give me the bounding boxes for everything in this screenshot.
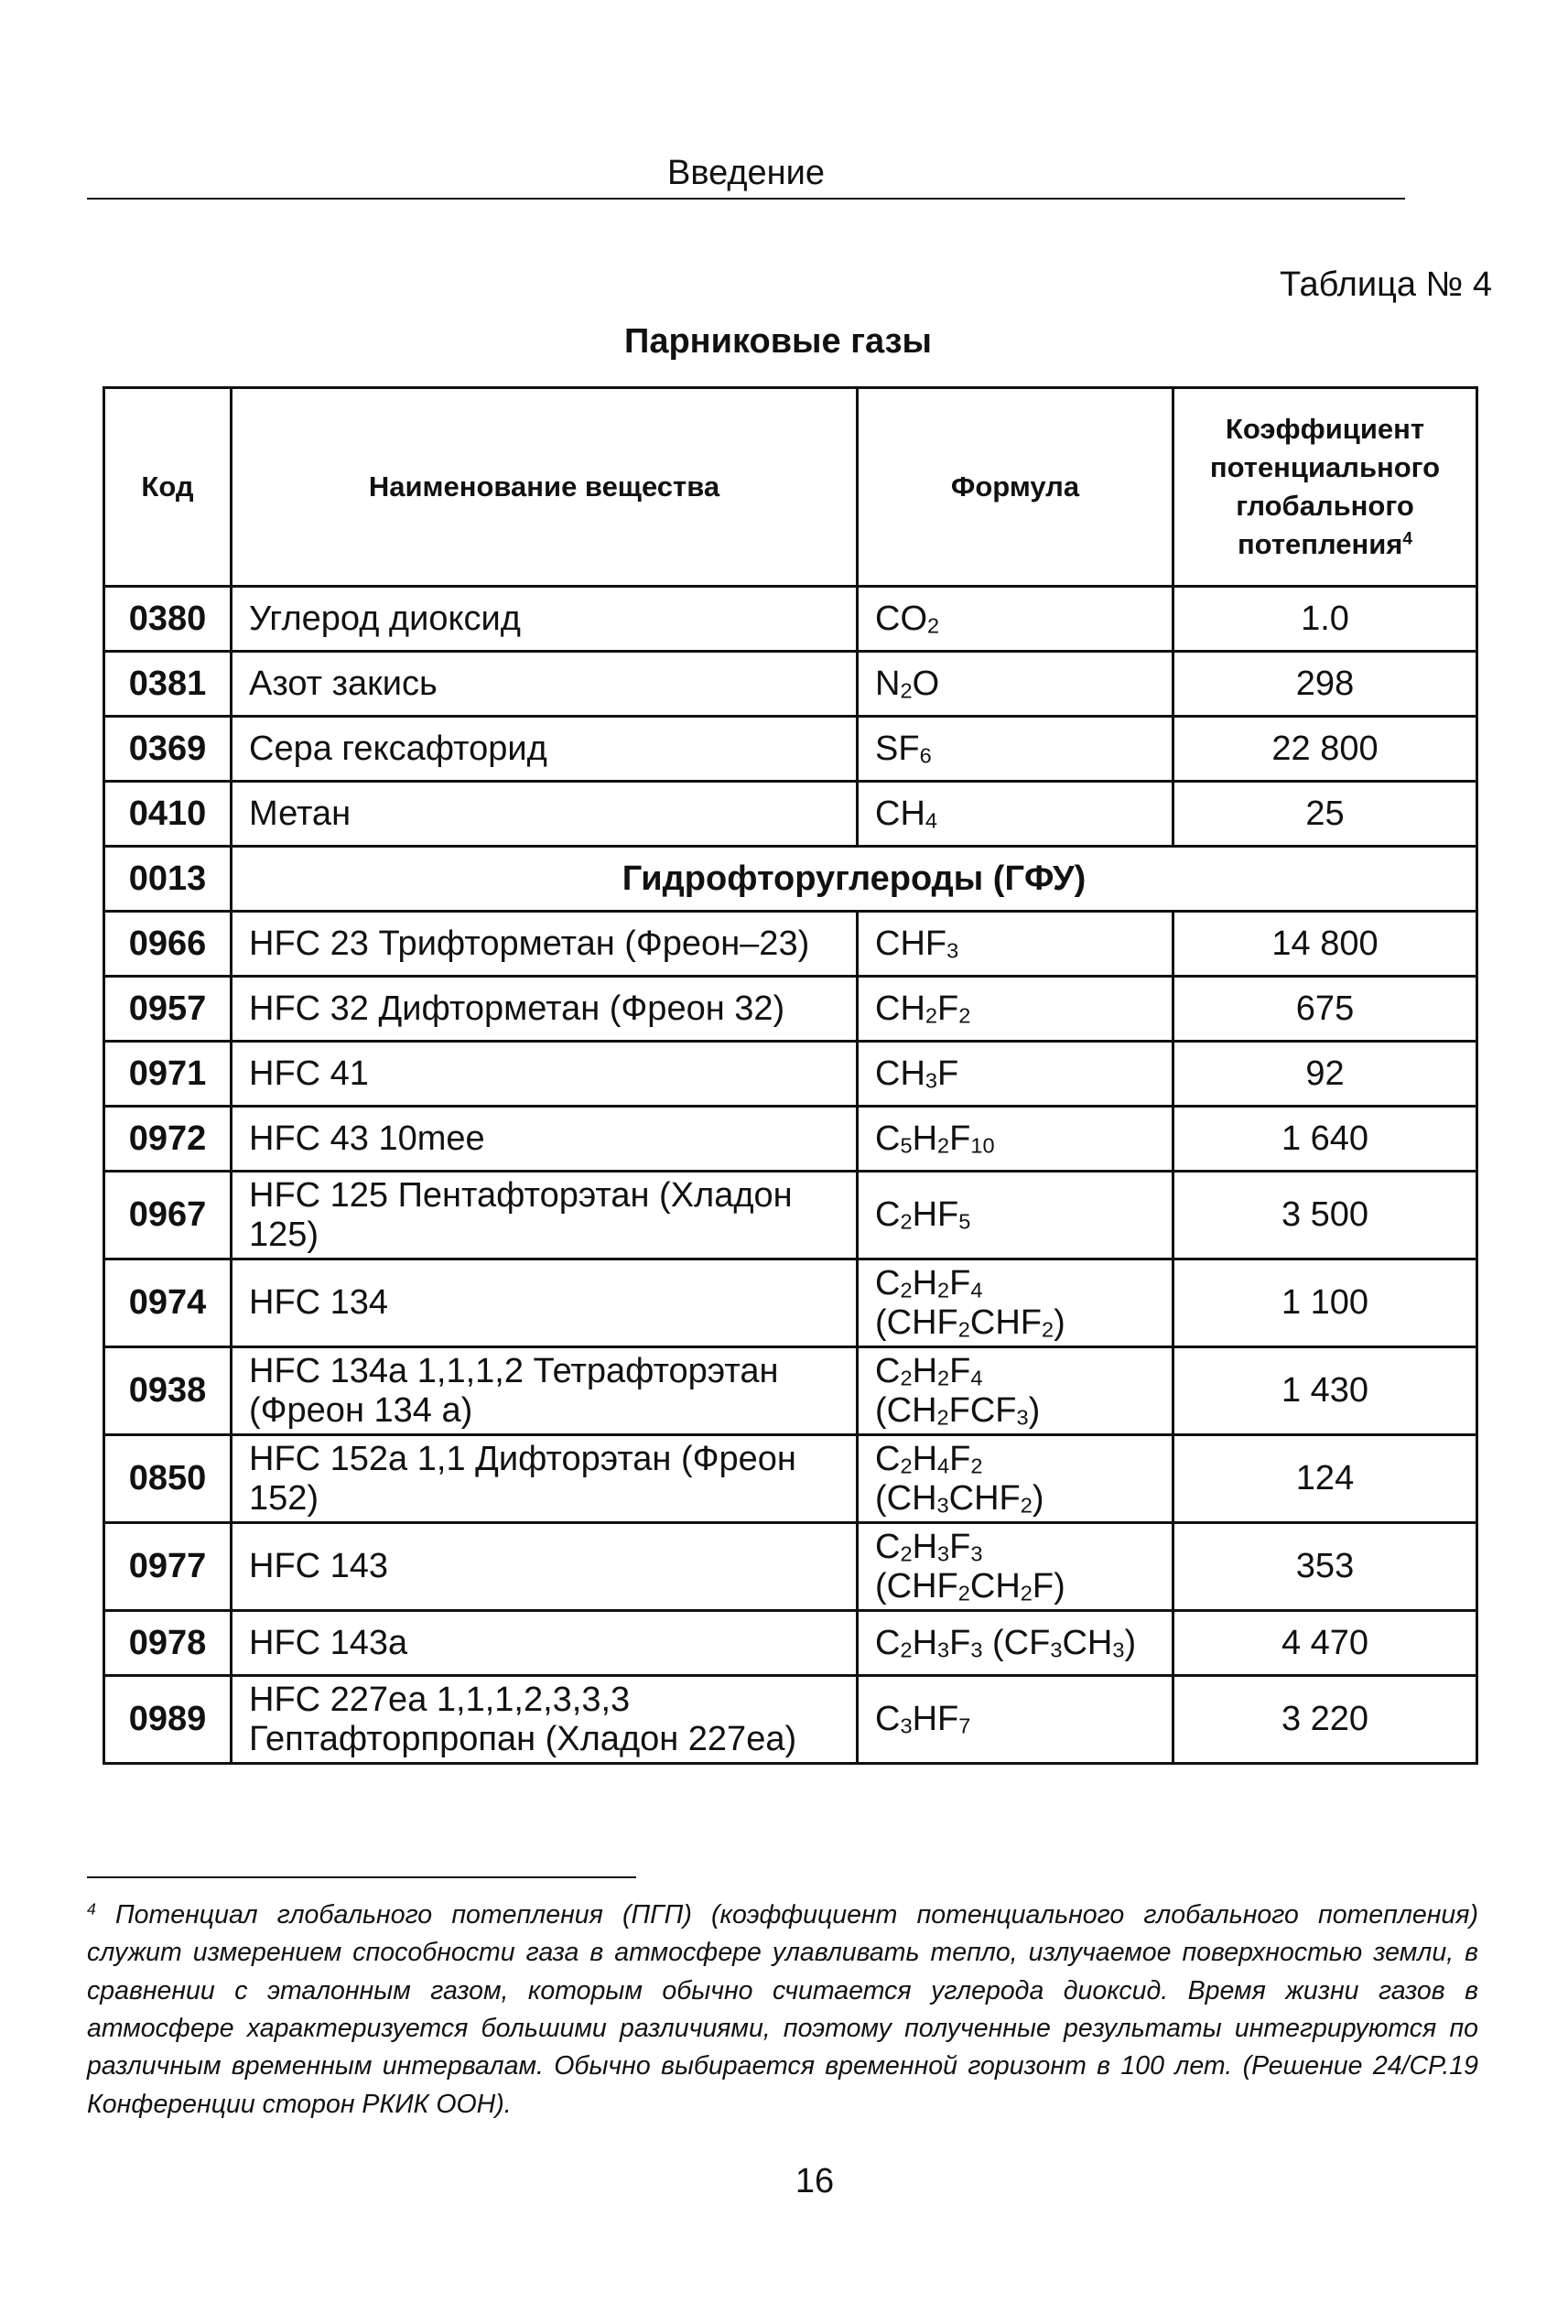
cell-formula xyxy=(858,782,1173,847)
table-body-basic-gases xyxy=(104,587,1477,847)
cell-code: 0977 xyxy=(104,1523,232,1611)
formula-subscript: 3 xyxy=(937,1541,950,1566)
formula-part: (CHF xyxy=(875,1566,958,1605)
cell-formula xyxy=(858,912,1173,977)
col-header-name: Наименование вещества xyxy=(232,388,858,587)
footnote-marker: 4 xyxy=(87,1899,96,1919)
formula-subscript: 3 xyxy=(936,1493,949,1518)
greenhouse-gases-table xyxy=(103,386,1478,1765)
cell-formula xyxy=(858,1523,1173,1611)
formula-subscript: 10 xyxy=(970,1133,995,1158)
cell-name: Азот закись xyxy=(232,652,858,717)
table-row xyxy=(104,717,1477,782)
cell-code: 0369 xyxy=(104,717,232,782)
formula-part: C xyxy=(875,1623,901,1662)
cell-formula xyxy=(858,587,1173,652)
formula-part: (CHF xyxy=(875,1303,958,1342)
cell-code: 0381 xyxy=(104,652,232,717)
formula-subscript: 4 xyxy=(970,1278,983,1303)
cell-name: Сера гексафторид xyxy=(232,717,858,782)
cell-name: HFC 43 10mee xyxy=(232,1107,858,1172)
formula-subscript: 4 xyxy=(937,1454,950,1478)
col-header-coefficient xyxy=(1173,388,1477,587)
formula-part: ) xyxy=(1054,1303,1065,1342)
formula-part: CH xyxy=(875,989,925,1028)
formula-subscript: 6 xyxy=(919,743,932,768)
formula-subscript: 3 xyxy=(946,938,959,963)
cell-coefficient: 3 220 xyxy=(1173,1676,1477,1764)
cell-name: HFC 41 xyxy=(232,1042,858,1107)
group-row xyxy=(104,847,1477,912)
formula-part: F xyxy=(949,1263,971,1303)
cell-code: 0380 xyxy=(104,587,232,652)
formula-part: (CH xyxy=(875,1478,937,1518)
cell-name: HFC 152a 1,1 Дифторэтан (Фреон 152) xyxy=(232,1435,858,1523)
formula-part: C xyxy=(875,1195,901,1235)
formula-part: SF xyxy=(875,729,920,768)
cell-coefficient: 22 800 xyxy=(1173,717,1477,782)
page-number: 16 xyxy=(795,2162,835,2200)
formula-part: HF xyxy=(912,1195,959,1235)
cell-code: 0410 xyxy=(104,782,232,847)
cell-coefficient: 3 500 xyxy=(1173,1172,1477,1259)
formula-part: CH xyxy=(969,1566,1021,1605)
cell-coefficient: 298 xyxy=(1173,652,1477,717)
cell-code: 0989 xyxy=(104,1676,232,1764)
formula-part: (CF xyxy=(982,1623,1051,1662)
formula-subscript: 2 xyxy=(957,1581,970,1605)
formula-subscript: 5 xyxy=(958,1209,971,1234)
cell-formula xyxy=(858,1172,1173,1259)
table-row xyxy=(104,1259,1477,1347)
formula-part: CH xyxy=(875,794,925,833)
formula-part: CH xyxy=(1062,1623,1113,1662)
cell-name: HFC 32 Дифторметан (Фреон 32) xyxy=(232,977,858,1042)
formula-subscript: 2 xyxy=(937,1366,950,1390)
cell-coefficient: 1.0 xyxy=(1173,587,1477,652)
cell-name: Углерод диоксид xyxy=(232,587,858,652)
cell-code: 0972 xyxy=(104,1107,232,1172)
formula-subscript: 3 xyxy=(937,1638,950,1662)
table-row xyxy=(104,912,1477,977)
cell-name: Метан xyxy=(232,782,858,847)
cell-formula xyxy=(858,977,1173,1042)
formula-part: ) xyxy=(1124,1623,1137,1662)
cell-name: HFC 125 Пентафторэтан (Хладон 125) xyxy=(232,1172,858,1259)
formula-part: (CH xyxy=(875,1390,937,1430)
formula-part: F) xyxy=(1032,1566,1065,1605)
formula-subscript: 2 xyxy=(900,1366,913,1390)
table-row xyxy=(104,1107,1477,1172)
cell-formula xyxy=(858,1107,1173,1172)
formula-part: C xyxy=(875,1351,901,1390)
table-row xyxy=(104,1435,1477,1523)
table-row xyxy=(104,587,1477,652)
formula-subscript: 2 xyxy=(937,1278,950,1303)
group-code: 0013 xyxy=(104,847,232,912)
table-row xyxy=(104,1347,1477,1435)
formula-part: HF xyxy=(912,1700,959,1739)
formula-subscript: 5 xyxy=(900,1133,913,1158)
header-rule xyxy=(87,198,1405,200)
formula-part: C xyxy=(875,1439,901,1478)
col-header-code: Код xyxy=(104,388,232,587)
table-row xyxy=(104,977,1477,1042)
table-row xyxy=(104,1523,1477,1611)
formula-part: C xyxy=(875,1700,901,1739)
formula-part: ) xyxy=(1032,1478,1044,1518)
formula-subscript: 2 xyxy=(925,1003,937,1028)
formula-subscript: 2 xyxy=(970,1454,983,1478)
table-label: Таблица № 4 xyxy=(1279,265,1492,304)
footnote-text: Потенциал глобального потепления (ПГП) (коэффициент потенциального глобального потепления) служит измерением способности газа в атмосфере улавливать тепло, излучаемое поверхностью земли, в сравнении с эталонным газом, которым обычно считается углерода диоксид. Время жизни газов в атмосфере характеризуется большими различиями, поэтому полученные результаты интегрируются по различным временным интервалам. Обычно выбирается временной горизонт в 100 лет. (Решение 24/CP.19 Конференции сторон РКИК ООН). xyxy=(87,1900,1478,2119)
cell-name: HFC 143 xyxy=(232,1523,858,1611)
cell-code: 0957 xyxy=(104,977,232,1042)
formula-subscript: 2 xyxy=(1020,1581,1033,1605)
formula-subscript: 2 xyxy=(900,678,913,703)
cell-name: HFC 134 xyxy=(232,1259,858,1347)
formula-part: H xyxy=(912,1439,938,1478)
cell-code: 0850 xyxy=(104,1435,232,1523)
table-header-row xyxy=(104,388,1477,587)
cell-formula xyxy=(858,1347,1173,1435)
cell-coefficient: 1 430 xyxy=(1173,1347,1477,1435)
formula-subscript: 2 xyxy=(936,1405,949,1430)
formula-subscript: 3 xyxy=(1112,1638,1125,1662)
cell-coefficient: 124 xyxy=(1173,1435,1477,1523)
cell-code: 0967 xyxy=(104,1172,232,1259)
cell-name: HFC 227ea 1,1,1,2,3,3,3 Гептафторпропан (Хладон 227ea) xyxy=(232,1676,858,1764)
table-row xyxy=(104,782,1477,847)
cell-coefficient: 675 xyxy=(1173,977,1477,1042)
cell-formula xyxy=(858,1611,1173,1676)
formula-subscript: 2 xyxy=(937,1133,950,1158)
formula-subscript: 4 xyxy=(925,808,937,833)
footnote-ref: 4 xyxy=(1402,529,1413,549)
cell-coefficient: 1 100 xyxy=(1173,1259,1477,1347)
cell-formula xyxy=(858,1676,1173,1764)
formula-part: C xyxy=(875,1263,901,1303)
formula-part: N xyxy=(875,664,901,703)
formula-part: CHF xyxy=(969,1303,1042,1342)
formula-part: H xyxy=(912,1623,938,1662)
coefficient-header-text: Коэффициент потенциального глобального потепления xyxy=(1209,413,1441,560)
cell-code: 0966 xyxy=(104,912,232,977)
formula-part: F xyxy=(937,989,959,1028)
formula-part: H xyxy=(912,1119,938,1158)
cell-code: 0974 xyxy=(104,1259,232,1347)
cell-coefficient: 353 xyxy=(1173,1523,1477,1611)
group-title: Гидрофторуглероды (ГФУ) xyxy=(232,847,1477,912)
formula-part: CHF xyxy=(948,1478,1021,1518)
cell-coefficient: 1 640 xyxy=(1173,1107,1477,1172)
formula-subscript: 7 xyxy=(958,1713,971,1738)
formula-subscript: 2 xyxy=(927,613,940,638)
table-row xyxy=(104,652,1477,717)
formula-subscript: 3 xyxy=(1050,1638,1063,1662)
formula-part: FCF xyxy=(948,1390,1017,1430)
formula-subscript: 2 xyxy=(900,1638,913,1662)
formula-subscript: 4 xyxy=(970,1366,983,1390)
formula-part: C xyxy=(875,1119,901,1158)
table-row xyxy=(104,1611,1477,1676)
cell-name: HFC 143a xyxy=(232,1611,858,1676)
formula-subscript: 3 xyxy=(1016,1405,1029,1430)
formula-subscript: 3 xyxy=(900,1713,913,1738)
formula-part: H xyxy=(912,1527,938,1566)
running-head: Введение xyxy=(666,154,826,192)
formula-part: F xyxy=(949,1527,971,1566)
cell-formula xyxy=(858,1259,1173,1347)
formula-subscript: 3 xyxy=(925,1068,937,1093)
formula-part: H xyxy=(912,1351,938,1390)
cell-formula xyxy=(858,1042,1173,1107)
formula-subscript: 2 xyxy=(900,1454,913,1478)
formula-subscript: 2 xyxy=(1041,1317,1054,1342)
formula-subscript: 2 xyxy=(957,1317,970,1342)
formula-part: CO xyxy=(875,599,927,638)
formula-subscript: 2 xyxy=(900,1209,913,1234)
table-body-hfc xyxy=(104,912,1477,1764)
col-header-formula: Формула xyxy=(858,388,1173,587)
cell-coefficient: 92 xyxy=(1173,1042,1477,1107)
formula-part: C xyxy=(875,1527,901,1566)
table-body-group xyxy=(104,847,1477,912)
formula-part: F xyxy=(949,1119,971,1158)
formula-part: F xyxy=(937,1054,959,1093)
formula-subscript: 2 xyxy=(900,1278,913,1303)
formula-subscript: 2 xyxy=(958,1003,971,1028)
cell-code: 0971 xyxy=(104,1042,232,1107)
formula-part: F xyxy=(949,1351,971,1390)
formula-part: CHF xyxy=(875,924,947,963)
table-row xyxy=(104,1172,1477,1259)
cell-formula xyxy=(858,652,1173,717)
table-row xyxy=(104,1042,1477,1107)
table-title: Парниковые газы xyxy=(624,322,932,361)
cell-name: HFC 134a 1,1,1,2 Тетрафторэтан (Фреон 134 a) xyxy=(232,1347,858,1435)
cell-coefficient: 4 470 xyxy=(1173,1611,1477,1676)
cell-coefficient: 14 800 xyxy=(1173,912,1477,977)
formula-subscript: 2 xyxy=(900,1541,913,1566)
formula-part: ) xyxy=(1028,1390,1041,1430)
cell-code: 0978 xyxy=(104,1611,232,1676)
formula-part: F xyxy=(949,1623,971,1662)
cell-formula xyxy=(858,1435,1173,1523)
formula-subscript: 3 xyxy=(970,1638,983,1662)
cell-name: HFC 23 Трифторметан (Фреон–23) xyxy=(232,912,858,977)
table-row xyxy=(104,1676,1477,1764)
cell-code: 0938 xyxy=(104,1347,232,1435)
cell-coefficient: 25 xyxy=(1173,782,1477,847)
formula-part: O xyxy=(912,664,940,703)
formula-part: F xyxy=(949,1439,971,1478)
formula-part: CH xyxy=(875,1054,925,1093)
formula-subscript: 2 xyxy=(1020,1493,1033,1518)
cell-formula xyxy=(858,717,1173,782)
footnote xyxy=(87,1897,1478,2124)
footnote-rule xyxy=(87,1876,636,1878)
formula-subscript: 3 xyxy=(970,1541,983,1566)
formula-part: H xyxy=(912,1263,938,1303)
